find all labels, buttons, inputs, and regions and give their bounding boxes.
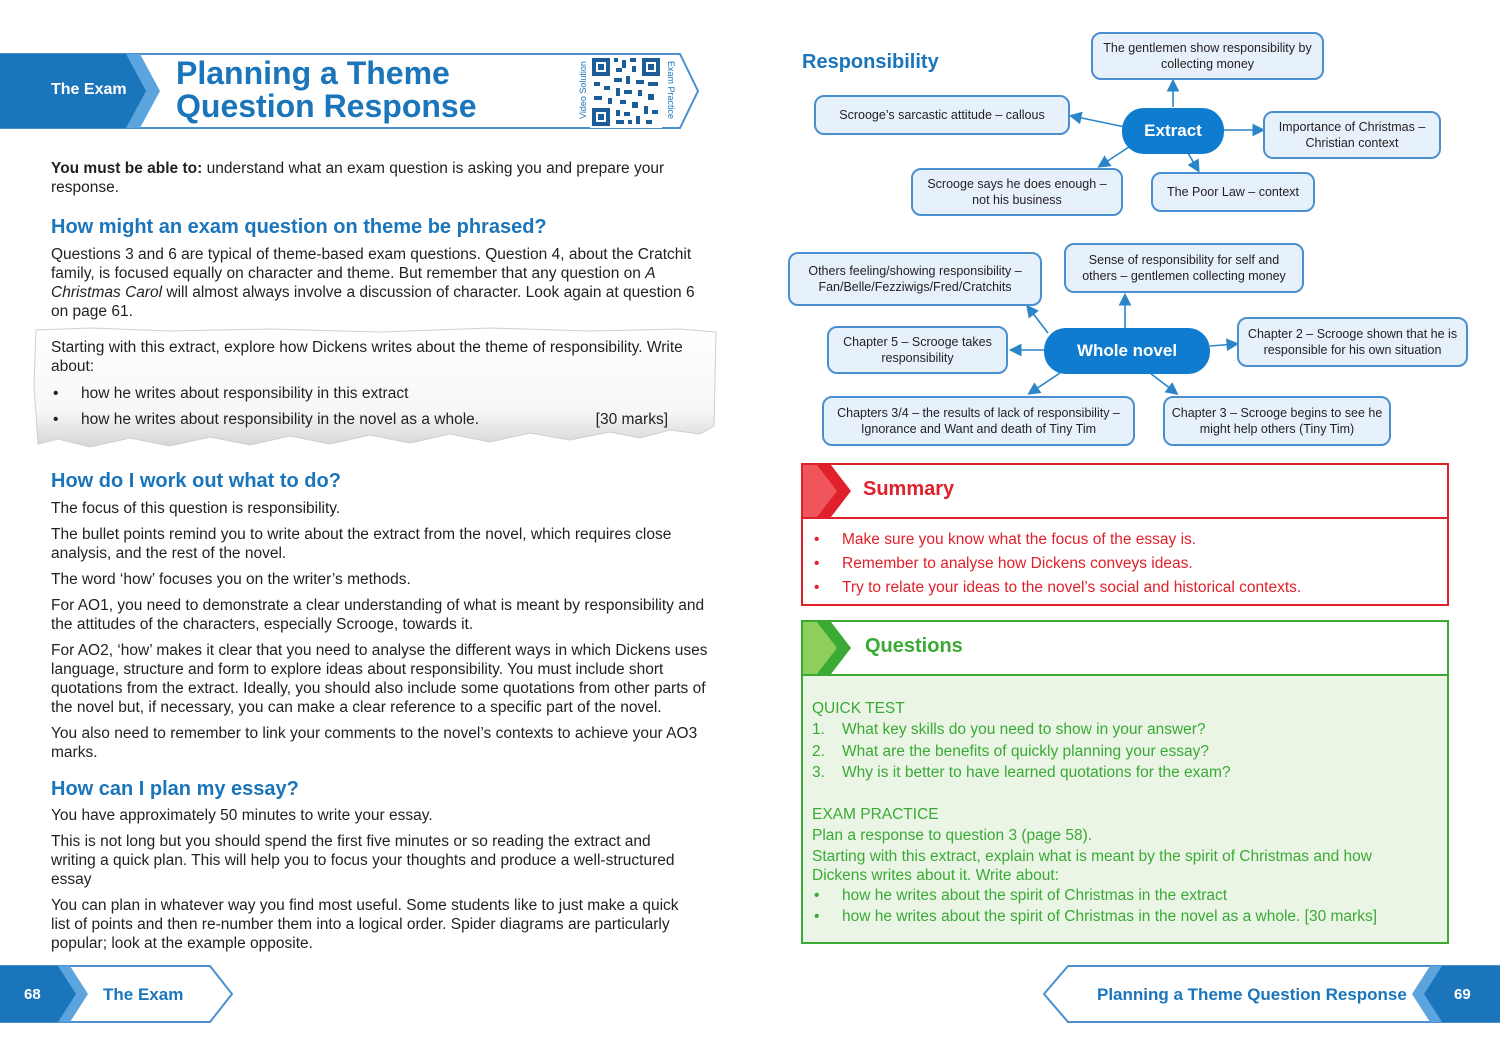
- node-sense-responsibility: Sense of responsibility for self and others – gentlemen collecting money: [1064, 243, 1304, 293]
- node-chapter2: Chapter 2 – Scrooge shown that he is responsible for his own situation: [1237, 317, 1468, 367]
- node-gentlemen-money: The gentlemen show responsibility by collecting money: [1091, 32, 1324, 80]
- quick-test-text: Why is it better to have learned quotations for the exam?: [842, 763, 1231, 781]
- paragraph-ao3: You also need to remember to link your comments to the novel’s contexts to achieve your AO3 marks.: [51, 725, 698, 761]
- heading-phrased: How might an exam question on theme be phrased?: [51, 216, 547, 238]
- node-christian-context: Importance of Christmas – Christian context: [1263, 111, 1441, 159]
- footer-section-label: The Exam: [103, 985, 184, 1004]
- quick-test-label: QUICK TEST: [812, 700, 905, 717]
- questions-header-divider: [801, 674, 1449, 676]
- questions-chevron-icon: [803, 622, 853, 674]
- node-poor-law: The Poor Law – context: [1151, 172, 1315, 212]
- exam-practice-bullets: [812, 885, 1437, 928]
- p1-b: will almost always involve a discussion of character. Look again at question 6 on page 61.: [51, 284, 695, 320]
- p1-italic: A Christmas Carol: [51, 265, 655, 301]
- node-others-responsibility: Others feeling/showing responsibility – Fan/Belle/Fezziwigs/Fred/Cratchits: [788, 252, 1042, 306]
- p1-a: Questions 3 and 6 are typical of theme-based exam questions. Question 4, about the Cratchit family, is focused equally on character and theme. But remember that any question on: [51, 246, 692, 282]
- node-chapters34: Chapters 3/4 – the results of lack of responsibility – Ignorance and Want and death of Tiny Tim: [822, 396, 1135, 446]
- extract-marks: [30 marks]: [595, 411, 668, 428]
- quick-test-num: 3.: [812, 763, 825, 781]
- section-label: The Exam: [51, 81, 127, 98]
- extract-bullet-1-text: how he writes about responsibility in this extract: [81, 385, 409, 402]
- summary-chevron-icon: [803, 465, 853, 517]
- hub-whole-novel: Whole novel: [1044, 328, 1210, 374]
- node-chapter5: Chapter 5 – Scrooge takes responsibility: [827, 326, 1008, 374]
- paragraph-spider: You can plan in whatever way you find most useful. Some students like to just make a quick list of points and then re-number them into a logical order. Spider diagrams are particularly popular; look at the example opposite.: [51, 897, 679, 952]
- extract-bullet-2-text: how he writes about responsibility in the novel as a whole.: [81, 411, 480, 428]
- hub-extract: Extract: [1122, 108, 1224, 154]
- exam-practice-label: EXAM PRACTICE: [812, 806, 939, 824]
- summary-list: [812, 528, 1432, 600]
- summary-header-divider: [801, 517, 1449, 519]
- quick-test-item: [812, 762, 1437, 783]
- intro-bold: You must be able to:: [51, 160, 203, 177]
- paragraph-five-minutes: This is not long but you should spend the first five minutes or so reading the extract and writing a quick plan. This will help you to focus your thoughts and produce a well-structured essay: [51, 833, 675, 888]
- paragraph-focus: The focus of this question is responsibility.: [51, 500, 341, 517]
- page-title-line1: Planning a Theme: [176, 55, 450, 91]
- questions-title: Questions: [865, 635, 963, 657]
- node-chapter3: Chapter 3 – Scrooge begins to see he might help others (Tiny Tim): [1163, 396, 1391, 446]
- intro-rest: understand what an exam question is asking you and prepare your response.: [51, 160, 665, 196]
- paragraph-ao1: For AO1, you need to demonstrate a clear understanding of what is meant by responsibility and the attitudes of the characters, especially Scrooge, towards it.: [51, 597, 705, 633]
- quick-test-text: What are the benefits of quickly planning your essay?: [842, 742, 1210, 760]
- summary-item: • Remember to analyse how Dickens conveys ideas.: [812, 552, 1432, 576]
- heading-plan: How can I plan my essay?: [51, 778, 299, 800]
- diagram-title: Responsibility: [802, 51, 939, 73]
- paragraph-time: You have approximately 50 minutes to write your essay.: [51, 807, 433, 824]
- exam-practice-line1: Plan a response to question 3 (page 58).: [812, 827, 1093, 845]
- qr-label-video: Video Solution: [578, 61, 588, 119]
- extract-line: Starting with this extract, explore how Dickens writes about the theme of responsibility. Write about:: [51, 339, 683, 375]
- exam-practice-bullet: • how he writes about the spirit of Christmas in the novel as a whole. [30 marks]: [812, 906, 1437, 927]
- node-does-enough: Scrooge says he does enough – not his business: [911, 168, 1123, 216]
- paragraph-ao2: For AO2, ‘how’ makes it clear that you need to analyse the different ways in which Dickens uses language, structure and form to explore ideas about responsibility. You must include short quotations from the extract. Ideally, you should also include some quotations from other parts of the novel but, if necessary, you can make a clear reference to a specific part of the novel.: [51, 642, 708, 716]
- summary-title: Summary: [863, 478, 955, 500]
- page-title-line2: Question Response: [176, 88, 477, 124]
- paragraph-bullets: The bullet points remind you to write about the extract from the novel, which requires close analysis, and the rest of the novel.: [51, 526, 672, 562]
- questions-content: [812, 698, 1437, 927]
- quick-test-text: What key skills do you need to show in your answer?: [842, 721, 1206, 739]
- footer-right-page-number: 69: [1454, 986, 1471, 1003]
- exam-practice-line2: Starting with this extract, explain what is meant by the spirit of Christmas and how Dickens writes about it. Write about:: [812, 847, 1372, 884]
- node-sarcastic-attitude: Scrooge’s sarcastic attitude – callous: [814, 95, 1070, 135]
- paragraph-how: The word ‘how’ focuses you on the writer’s methods.: [51, 571, 411, 588]
- footer-right-label: Planning a Theme Question Response: [1097, 985, 1407, 1004]
- footer-page-number: 68: [24, 986, 41, 1003]
- heading-work-out: How do I work out what to do?: [51, 470, 341, 492]
- qr-label-exam: Exam Practice: [666, 60, 676, 120]
- quick-test-num: 2.: [812, 742, 825, 760]
- summary-item: • Make sure you know what the focus of the essay is.: [812, 528, 1432, 552]
- quick-test-num: 1.: [812, 721, 825, 739]
- summary-item: • Try to relate your ideas to the novel’s social and historical contexts.: [812, 576, 1432, 600]
- quick-test-item: [812, 741, 1437, 762]
- quick-test-item: [812, 719, 1437, 740]
- exam-practice-bullet: • how he writes about the spirit of Christmas in the extract: [812, 885, 1437, 906]
